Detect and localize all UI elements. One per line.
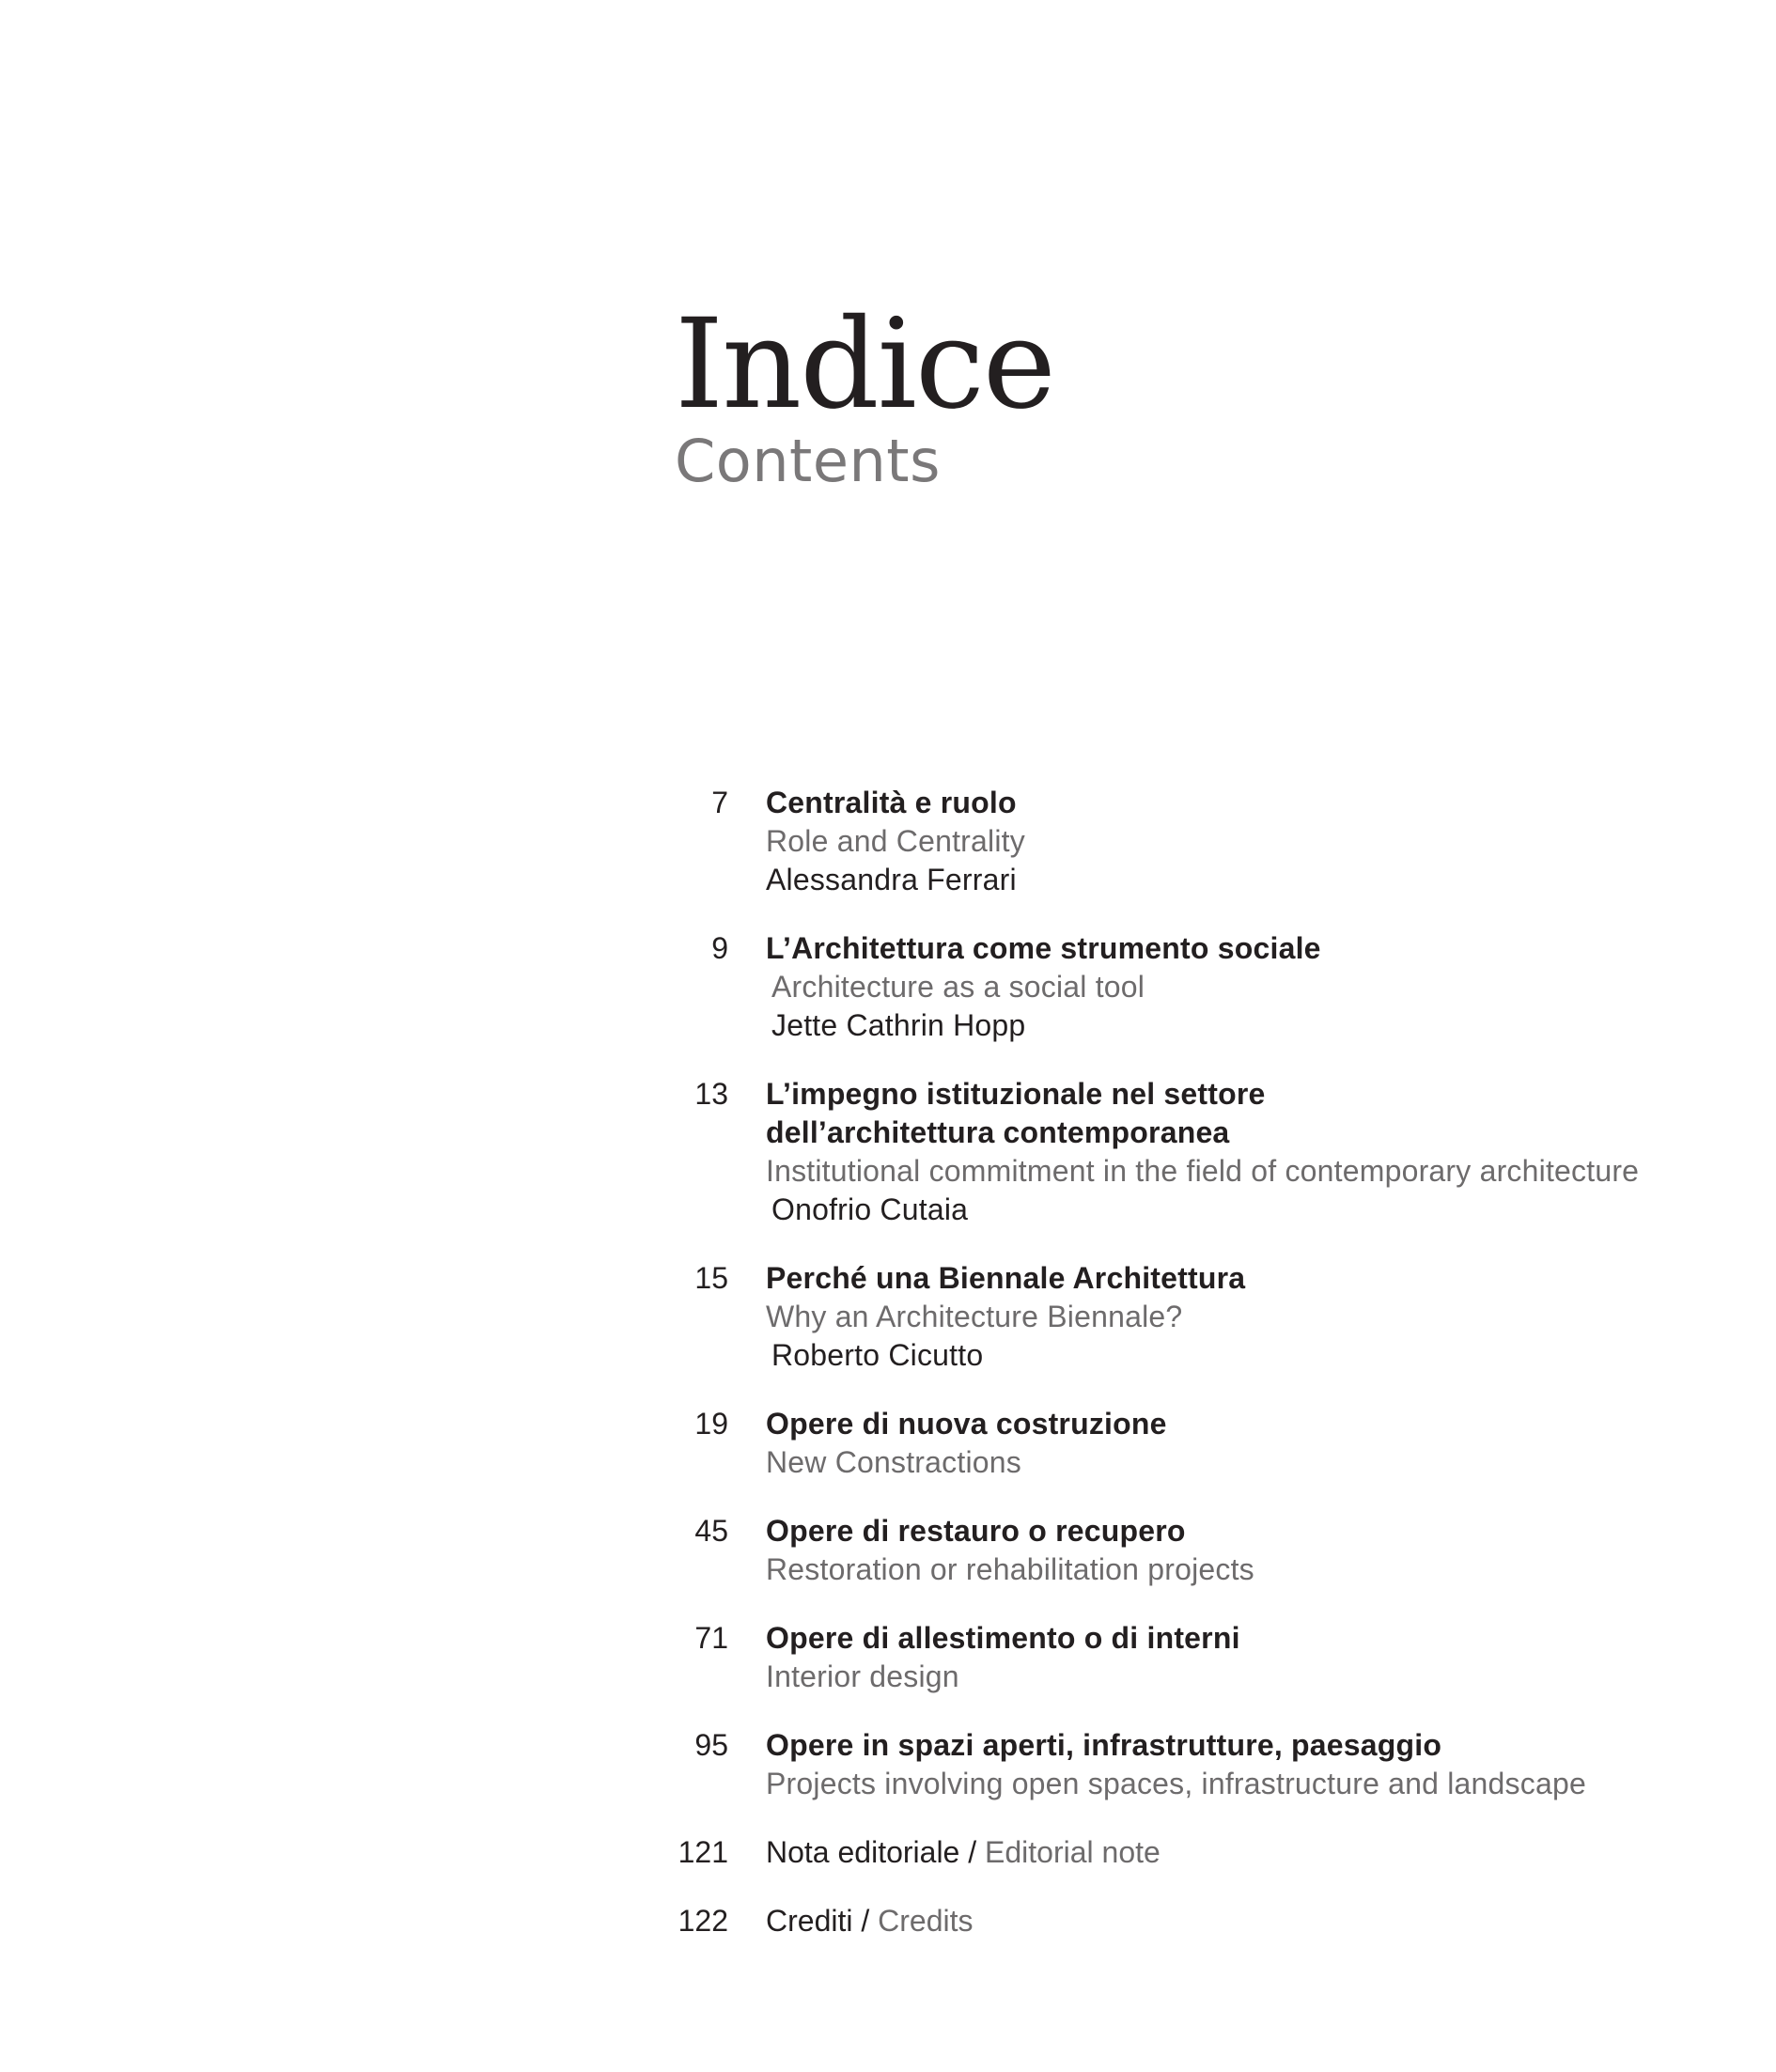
entry-title-en: Editorial note (985, 1835, 1161, 1869)
entry-title-it: Centralità e ruolo (766, 786, 1017, 819)
entry-title-it: Crediti (766, 1904, 853, 1938)
page-subtitle: Contents (675, 427, 941, 495)
entry-body (766, 1902, 1738, 1940)
toc-entry[interactable] (658, 1726, 1738, 1803)
page-number: 122 (678, 1904, 728, 1938)
entry-title-it: Opere di allestimento o di interni (766, 1621, 1240, 1655)
entry-title-it-line2: dell’architettura contemporanea (766, 1115, 1230, 1149)
entry-body (766, 929, 1738, 1045)
toc-entry[interactable] (658, 1405, 1738, 1482)
page-number: 45 (694, 1514, 728, 1548)
entry-title-it: Opere in spazi aperti, infrastrutture, paesaggio (766, 1728, 1442, 1762)
page-number: 71 (694, 1621, 728, 1655)
entry-author: Jette Cathrin Hopp (771, 1008, 1026, 1042)
entry-title-it: L’Architettura come strumento sociale (766, 931, 1321, 965)
table-of-contents (658, 784, 1738, 1971)
entry-title-it: Perché una Biennale Architettura (766, 1261, 1246, 1295)
entry-title-en: Role and Centrality (766, 824, 1025, 858)
entry-title-en: Projects involving open spaces, infrastructure and landscape (766, 1767, 1586, 1800)
entry-author: Roberto Cicutto (771, 1338, 984, 1372)
entry-title-en: Architecture as a social tool (771, 970, 1145, 1004)
toc-entry[interactable] (658, 1259, 1738, 1375)
page-header (675, 292, 1054, 495)
entry-title-it: Opere di nuova costruzione (766, 1407, 1167, 1441)
entry-title-en: Credits (878, 1904, 974, 1938)
entry-title-en: Interior design (766, 1659, 959, 1693)
entry-title-it: Opere di restauro o recupero (766, 1514, 1186, 1548)
page-number: 7 (711, 786, 728, 819)
entry-body (766, 1405, 1738, 1482)
toc-entry[interactable] (658, 1619, 1738, 1696)
entry-body (766, 1512, 1738, 1589)
page-number: 13 (694, 1077, 728, 1111)
entry-title-en: Restoration or rehabilitation projects (766, 1552, 1254, 1586)
toc-entry[interactable] (658, 929, 1738, 1045)
page-number: 121 (678, 1835, 728, 1869)
toc-entry[interactable] (658, 1512, 1738, 1589)
page-title: Indice (675, 292, 1054, 437)
entry-body (766, 1726, 1738, 1803)
page-number: 19 (694, 1407, 728, 1441)
entry-title-en: Why an Architecture Biennale? (766, 1300, 1183, 1333)
entry-author: Alessandra Ferrari (766, 863, 1017, 896)
page-number: 95 (694, 1728, 728, 1762)
title-separator: / (852, 1904, 879, 1938)
title-separator: / (959, 1835, 986, 1869)
entry-body (766, 784, 1738, 899)
entry-title-en: New Constractions (766, 1445, 1021, 1479)
page-number: 9 (711, 931, 728, 965)
page-number: 15 (694, 1261, 728, 1295)
toc-entry[interactable] (658, 784, 1738, 899)
toc-entry[interactable] (658, 1902, 1738, 1940)
entry-title-en: Institutional commitment in the field of contemporary architecture (766, 1154, 1640, 1188)
entry-body (766, 1619, 1738, 1696)
toc-entry[interactable] (658, 1075, 1738, 1229)
entry-title-it: Nota editoriale (766, 1835, 960, 1869)
entry-body (766, 1833, 1738, 1872)
entry-body (766, 1075, 1738, 1229)
toc-entry[interactable] (658, 1833, 1738, 1872)
entry-title-it-line1: L’impegno istituzionale nel settore (766, 1077, 1266, 1111)
entry-author: Onofrio Cutaia (771, 1192, 969, 1226)
entry-body (766, 1259, 1738, 1375)
